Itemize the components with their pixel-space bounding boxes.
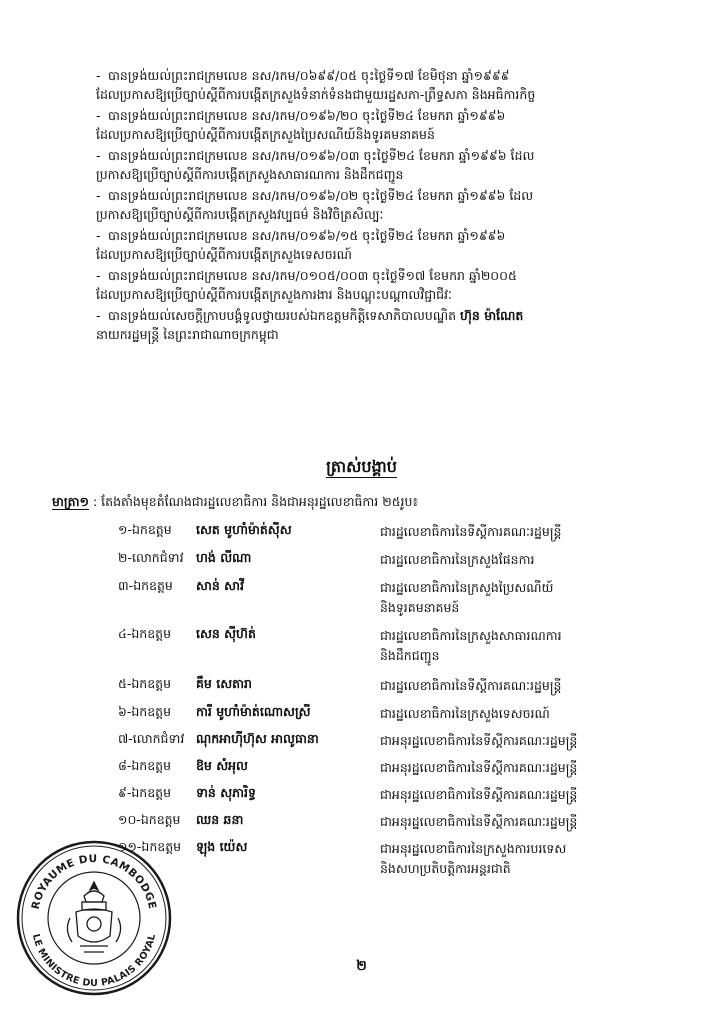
preamble-item: - បានទ្រង់យល់ព្រះរាជក្រមលេខ នស/រកម/០១៩៦/២០ ចុះថ្ងៃទី២៤ ខែមករា ឆ្នាំ១៩៩៦ ដែលប្រកាសឱ្យប្រើច្បាប់ស្តីពីការបង្កើតក្រសួងប្រៃសណីយ៍និងទូរគមនាគមន៍ bbox=[96, 106, 696, 144]
preamble-line: បានទ្រង់យល់ព្រះរាជក្រមលេខ នស/រកម/០១៩៦/១៥ ចុះថ្ងៃទី២៤ ខែមករា ឆ្នាំ១៩៩៦ bbox=[108, 228, 506, 243]
preamble-list bbox=[96, 66, 696, 346]
official-number: ៧-លោកជំទាវ bbox=[118, 731, 185, 746]
preamble-item: - បានទ្រង់យល់ព្រះរាជក្រមលេខ នស/រកម/០១៩៦/០៣ ចុះថ្ងៃទី២៤ ខែមករា ឆ្នាំ១៩៩៦ ដែល ប្រកាសឱ្យប្រើច្បាប់ស្តីពីការបង្កើតក្រសួងសាធារណការ និងដឹកជញ្ជូន bbox=[96, 146, 696, 184]
article-1 bbox=[52, 494, 702, 513]
official-name: ឈន ឆនា bbox=[196, 812, 244, 827]
preamble-item: - បានទ្រង់យល់ព្រះរាជក្រមលេខ នស/រកម/០១៩៦/១៥ ចុះថ្ងៃទី២៤ ខែមករា ឆ្នាំ១៩៩៦ ដែលប្រកាសឱ្យប្រើច្បាប់ស្តីពីការបង្កើតក្រសួងទេសចរណ៍ bbox=[96, 226, 696, 264]
article-text: : តែងតាំងមុខតំណែងជារដ្ឋលេខាធិការ និងជាអនុរដ្ឋលេខាធិការ ២៥រូប៖ bbox=[92, 494, 418, 509]
official-number: ៤-ឯកឧត្តម bbox=[118, 626, 172, 641]
official-name: ណុកអាហ៊ីហ៊ុស អាលូធានា bbox=[196, 731, 319, 746]
preamble-line: ប្រកាសឱ្យប្រើច្បាប់ស្តីពីការបង្កើតក្រសួងសាធារណការ និងដឹកជញ្ជូន bbox=[96, 167, 404, 182]
official-position: ជារដ្ឋលេខាធិការនៃក្រសួងប្រៃសណីយ៍ និងទូរគមនាគមន៍ bbox=[380, 580, 554, 615]
official-position: ជាអនុរដ្ឋលេខាធិការនៃទីស្តីការគណៈរដ្ឋមន្ត្រី bbox=[380, 787, 578, 802]
official-number: ៣-ឯកឧត្តម bbox=[118, 578, 173, 593]
official-position: ជាអនុរដ្ឋលេខាធិការនៃក្រសួងការបរទេស និងសហប្រតិបត្តិការអន្តរជាតិ bbox=[380, 841, 567, 876]
preamble-line: ប្រកាសឱ្យប្រើច្បាប់ស្តីពីការបង្កើតក្រសួងវប្បធម៌ និងវិចិត្រសិល្បៈ bbox=[96, 207, 384, 222]
official-name: ហង់ លីណា bbox=[196, 550, 252, 565]
preamble-line: ដែលប្រកាសឱ្យប្រើច្បាប់ស្តីពីការបង្កើតក្រសួងទេសចរណ៍ bbox=[96, 247, 352, 262]
official-number: ១០-ឯកឧត្តម bbox=[118, 812, 181, 827]
official-name: ឡុង យ៉េស bbox=[196, 839, 248, 854]
official-position: ជារដ្ឋលេខាធិការនៃក្រសួងទេសចរណ៍ bbox=[380, 706, 550, 721]
official-number: ១-ឯកឧត្តម bbox=[118, 522, 172, 537]
official-number: ៦-ឯកឧត្តម bbox=[118, 704, 172, 719]
official-name: ឱម សំអុល bbox=[196, 758, 248, 773]
preamble-line: ដែលប្រកាសឱ្យប្រើច្បាប់ស្តីពីការបង្កើតក្រសួងការងារ និងបណ្តុះបណ្តាលវិជ្ជាជីវៈ bbox=[96, 287, 452, 302]
official-position: ជារដ្ឋលេខាធិការនៃក្រសួងសាធារណការ និងដឹកជញ្ជូន bbox=[380, 628, 562, 663]
official-position: ជាអនុរដ្ឋលេខាធិការនៃទីស្តីការគណៈរដ្ឋមន្ត្រី bbox=[380, 760, 578, 775]
official-position: ជារដ្ឋលេខាធិការនៃទីស្តីការគណៈរដ្ឋមន្ត្រី bbox=[380, 524, 562, 539]
article-label: មាត្រា១ bbox=[52, 494, 89, 509]
preamble-line: បានទ្រង់យល់សេចក្តីក្រាបបង្គំទូលថ្វាយរបស់ឯកឧត្តមកិត្តិទេសាភិបាលបណ្ឌិត bbox=[108, 308, 457, 323]
official-number: ៩-ឯកឧត្តម bbox=[118, 785, 172, 800]
official-name: សេន ស៊ីហ៊ត់ bbox=[196, 626, 256, 641]
official-name: គឹម សេតារា bbox=[196, 676, 252, 691]
decree-heading: ត្រាស់បង្គាប់ bbox=[326, 457, 397, 476]
preamble-line: ដែលប្រកាសឱ្យប្រើច្បាប់ស្តីពីការបង្កើតក្រសួងទំនាក់ទំនងជាមួយរដ្ឋសភា-ព្រឹទ្ធសភា និងអធិការកិច្ច bbox=[96, 87, 536, 102]
page-number: ២ bbox=[356, 958, 367, 974]
seal-bottom-text: LE MINISTRE DU PALAIS ROYAL bbox=[29, 932, 159, 990]
preamble-line: បានទ្រង់យល់ព្រះរាជក្រមលេខ នស/រកម/០១៩៦/០២ ចុះថ្ងៃទី២៤ ខែមករា ឆ្នាំ១៩៩៦ ដែល bbox=[108, 188, 534, 203]
official-name: ទាន់ សុភារិទ្ធ bbox=[196, 785, 256, 800]
preamble-item: - បានទ្រង់យល់ព្រះរាជក្រមលេខ នស/រកម/០១០៥/០០៣ ចុះថ្ងៃទី១៧ ខែមករា ឆ្នាំ២០០៥ ដែលប្រកាសឱ្យប្រើច្បាប់ស្តីពីការបង្កើតក្រសួងការងារ និងបណ្តុះបណ្តាលវិជ្ជាជីវៈ bbox=[96, 266, 696, 304]
official-name: ការី មូហាំម៉ាត់ណោសស្រី bbox=[196, 704, 311, 719]
preamble-line: បានទ្រង់យល់ព្រះរាជក្រមលេខ នស/រកម/០៦៩៩/០៥ ចុះថ្ងៃទី១៧ ខែមិថុនា ឆ្នាំ១៩៩៩ bbox=[108, 68, 510, 83]
official-position: ជារដ្ឋលេខាធិការនៃក្រសួងផែនការ bbox=[380, 552, 535, 567]
preamble-line: បានទ្រង់យល់ព្រះរាជក្រមលេខ នស/រកម/០១០៥/០០៣ ចុះថ្ងៃទី១៧ ខែមករា ឆ្នាំ២០០៥ bbox=[108, 268, 517, 283]
official-position: ជាអនុរដ្ឋលេខាធិការនៃទីស្តីការគណៈរដ្ឋមន្ត្រី bbox=[380, 733, 578, 748]
prime-minister-name: ហ៊ុន ម៉ាណែត bbox=[460, 308, 524, 323]
preamble-line: បានទ្រង់យល់ព្រះរាជក្រមលេខ នស/រកម/០១៩៦/០៣ ចុះថ្ងៃទី២៤ ខែមករា ឆ្នាំ១៩៩៦ ដែល bbox=[108, 148, 535, 163]
official-position: ជាអនុរដ្ឋលេខាធិការនៃទីស្តីការគណៈរដ្ឋមន្ត្រី bbox=[380, 814, 578, 829]
official-name: សេត មូហាំម៉ាត់ស៊ីស bbox=[196, 522, 292, 537]
preamble-line: បានទ្រង់យល់ព្រះរាជក្រមលេខ នស/រកម/០១៩៦/២០ ចុះថ្ងៃទី២៤ ខែមករា ឆ្នាំ១៩៩៦ bbox=[108, 108, 506, 123]
preamble-line: ដែលប្រកាសឱ្យប្រើច្បាប់ស្តីពីការបង្កើតក្រសួងប្រៃសណីយ៍និងទូរគមនាគមន៍ bbox=[96, 127, 435, 142]
official-name: សាន់ សាវី bbox=[196, 578, 244, 593]
seal-emblem bbox=[67, 882, 120, 952]
preamble-item: - បានទ្រង់យល់ព្រះរាជក្រមលេខ នស/រកម/០១៩៦/០២ ចុះថ្ងៃទី២៤ ខែមករា ឆ្នាំ១៩៩៦ ដែល ប្រកាសឱ្យប្រើច្បាប់ស្តីពីការបង្កើតក្រសួងវប្បធម៌ និងវិចិត្រសិល្បៈ bbox=[96, 186, 696, 224]
preamble-line: នាយករដ្ឋមន្ត្រី នៃព្រះរាជាណាចក្រកម្ពុជា bbox=[96, 327, 279, 342]
official-number: ២-លោកជំទាវ bbox=[118, 550, 184, 565]
official-number: ១១-ឯកឧត្តម bbox=[118, 839, 182, 854]
preamble-item: - បានទ្រង់យល់សេចក្តីក្រាបបង្គំទូលថ្វាយរបស់ឯកឧត្តមកិត្តិទេសាភិបាលបណ្ឌិត ហ៊ុន ម៉ាណែត នាយករដ្ឋមន្ត្រី នៃព្រះរាជាណាចក្រកម្ពុជា bbox=[96, 306, 696, 344]
preamble-item: - បានទ្រង់យល់ព្រះរាជក្រមលេខ នស/រកម/០៦៩៩/០៥ ចុះថ្ងៃទី១៧ ខែមិថុនា ឆ្នាំ១៩៩៩ ដែលប្រកាសឱ្យប្រើច្បាប់ស្តីពីការបង្កើតក្រសួងទំនាក់ទំនងជាមួយរដ្ឋសភា-ព្រឹទ្ធសភា និងអធិការកិច្ច bbox=[96, 66, 696, 104]
official-position: ជារដ្ឋលេខាធិការនៃទីស្តីការគណៈរដ្ឋមន្ត្រី bbox=[380, 678, 562, 693]
official-number: ៨-ឯកឧត្តម bbox=[118, 758, 172, 773]
seal-top-text: ROYAUME DU CAMBODGE bbox=[29, 852, 159, 911]
official-number: ៥-ឯកឧត្តម bbox=[118, 676, 172, 691]
